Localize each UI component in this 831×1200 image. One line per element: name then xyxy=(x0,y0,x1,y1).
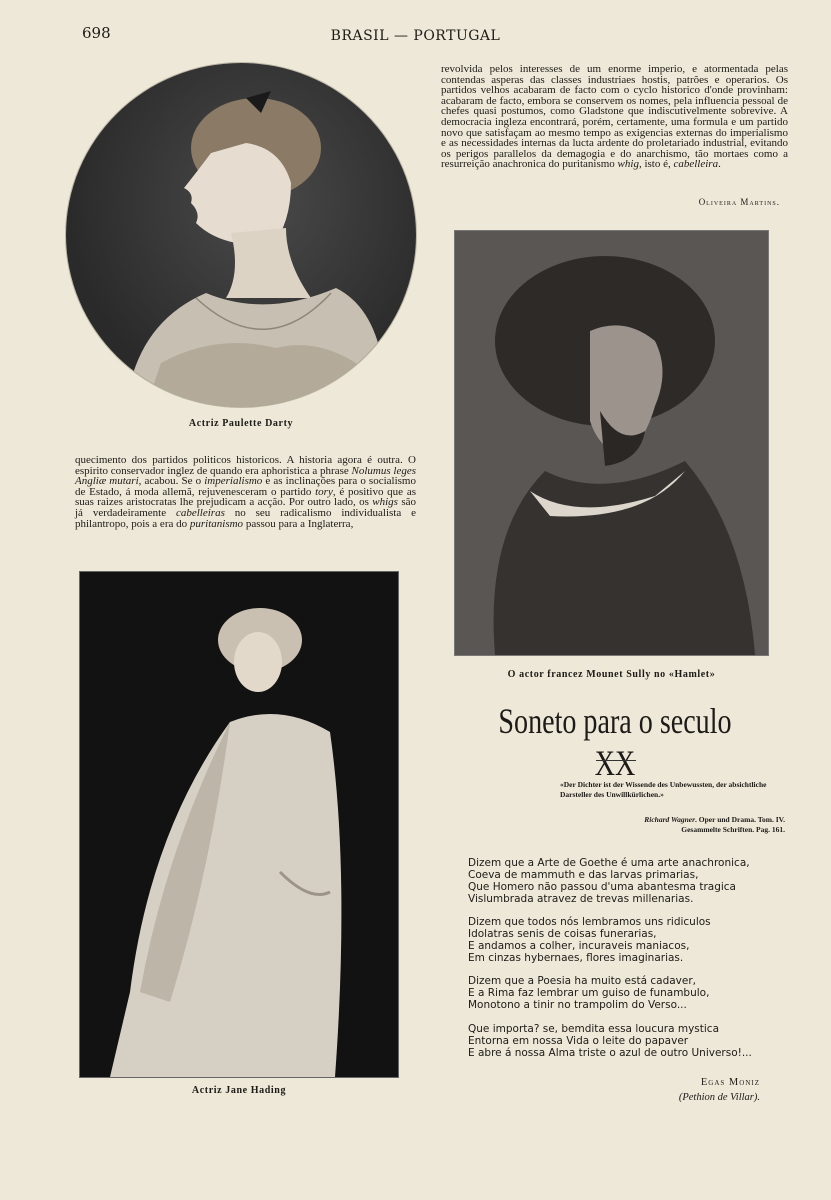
sonnet-title: Soneto para o seculo XX xyxy=(498,701,732,783)
sonnet-stanza-2: Dizem que todos nós lembramos uns ridiculos Idolatras senis de coisas funerarias, E andamos a colher, incuraveis maniacos, Em cinzas hybernaes, flores imaginarias. xyxy=(468,916,711,964)
page-number: 698 xyxy=(82,24,111,42)
sonnet-epigraph-source: Richard Wagner. Oper und Drama. Tom. IV. Gesammelte Schriften. Pag. 161. xyxy=(560,815,785,835)
portrait-paulette-darty-image xyxy=(66,63,416,407)
sonnet-stanza-1: Dizem que a Arte de Goethe é uma arte anachronica, Coeva de mammuth e das larvas primarias, Que Homero não passou d'uma abantesma tragica Vislumbrada atravez de trevas millenarias. xyxy=(468,857,750,905)
sonnet-epigraph: «Der Dichter ist der Wissende des Unbewussten, der absichtliche Darsteller des Unwillkürlichen.» xyxy=(560,780,767,799)
portrait-paulette-darty xyxy=(66,63,416,407)
article-signature: Oliveira Martins. xyxy=(698,197,780,207)
portrait-jane-hading-image xyxy=(80,572,398,1077)
portrait-jane-hading xyxy=(80,572,398,1077)
sonnet-stanza-4: Que importa? se, bemdita essa loucura mystica Entorna em nossa Vida o leite do papaver E abre á nossa Alma triste o azul de outro Universo!... xyxy=(468,1023,752,1059)
portrait-mounet-sully xyxy=(455,231,768,655)
journal-title: BRASIL — PORTUGAL xyxy=(330,28,501,44)
sonnet-author xyxy=(640,1077,760,1103)
caption-paulette-darty: Actriz Paulette Darty xyxy=(188,418,294,429)
author-pseudonym: (Pethion de Villar). xyxy=(678,1092,760,1103)
title-divider xyxy=(596,760,636,761)
epigraph-author: Richard Wagner xyxy=(644,815,696,824)
epigraph-source-line-2: Gesammelte Schriften. Pag. 161. xyxy=(681,825,785,834)
caption-jane-hading: Actriz Jane Hading xyxy=(191,1085,287,1096)
sonnet-stanza-3: Dizem que a Poesia ha muito está cadaver, E a Rima faz lembrar um guiso de funambulo, Monotono a tinir no trampolim do Verso... xyxy=(468,975,710,1011)
article-text-top-right: revolvida pelos interesses de um enorme imperio, e atormentada pelas contendas asperas das classes industriaes hostis, patrões e operarios. Os partidos velhos acabaram de facto com o cyclo historico d'onde provinham: acabaram de facto, embora se conservem os nomes, pela influencia pessoal de chefes quasi postumos, como Gladstone que indiscutivelmente sobrevive. A democracia ingleza encontrará, porém, certamente, uma formula e um partido novo que satisfaçam ao mesmo tempo as exigencias externas do imperialismo e as necessidades internas da lucta ardente do proletariado industrial, evitando os perigos parallelos da demagogia e do anarchismo, tão mortaes como a resurreição anachronica do puritanismo whig, isto é, cabelleira. xyxy=(441,63,788,171)
portrait-mounet-sully-image xyxy=(455,231,768,655)
article-text-left: quecimento dos partidos politicos historicos. A historia agora é outra. O espirito conservador inglez de quando era aphoristica a phrase Nolumus leges Angliæ mutari, acabou. Se o imperialismo e as inclinações para o socialismo de Estado, á moda allemã, rejuvenesceram o partido tory, é positivo que as suas raizes aristocratas lhe prejudicam a acção. Por outro lado, os whigs são já verdadeiramente cabelleiras no seu radicalismo individualista e philantropo, pois a era do puritanismo passou para a Inglaterra, xyxy=(75,454,416,530)
caption-mounet-sully: O actor francez Mounet Sully no «Hamlet» xyxy=(507,669,716,680)
author-name: Egas Moniz xyxy=(700,1077,760,1088)
